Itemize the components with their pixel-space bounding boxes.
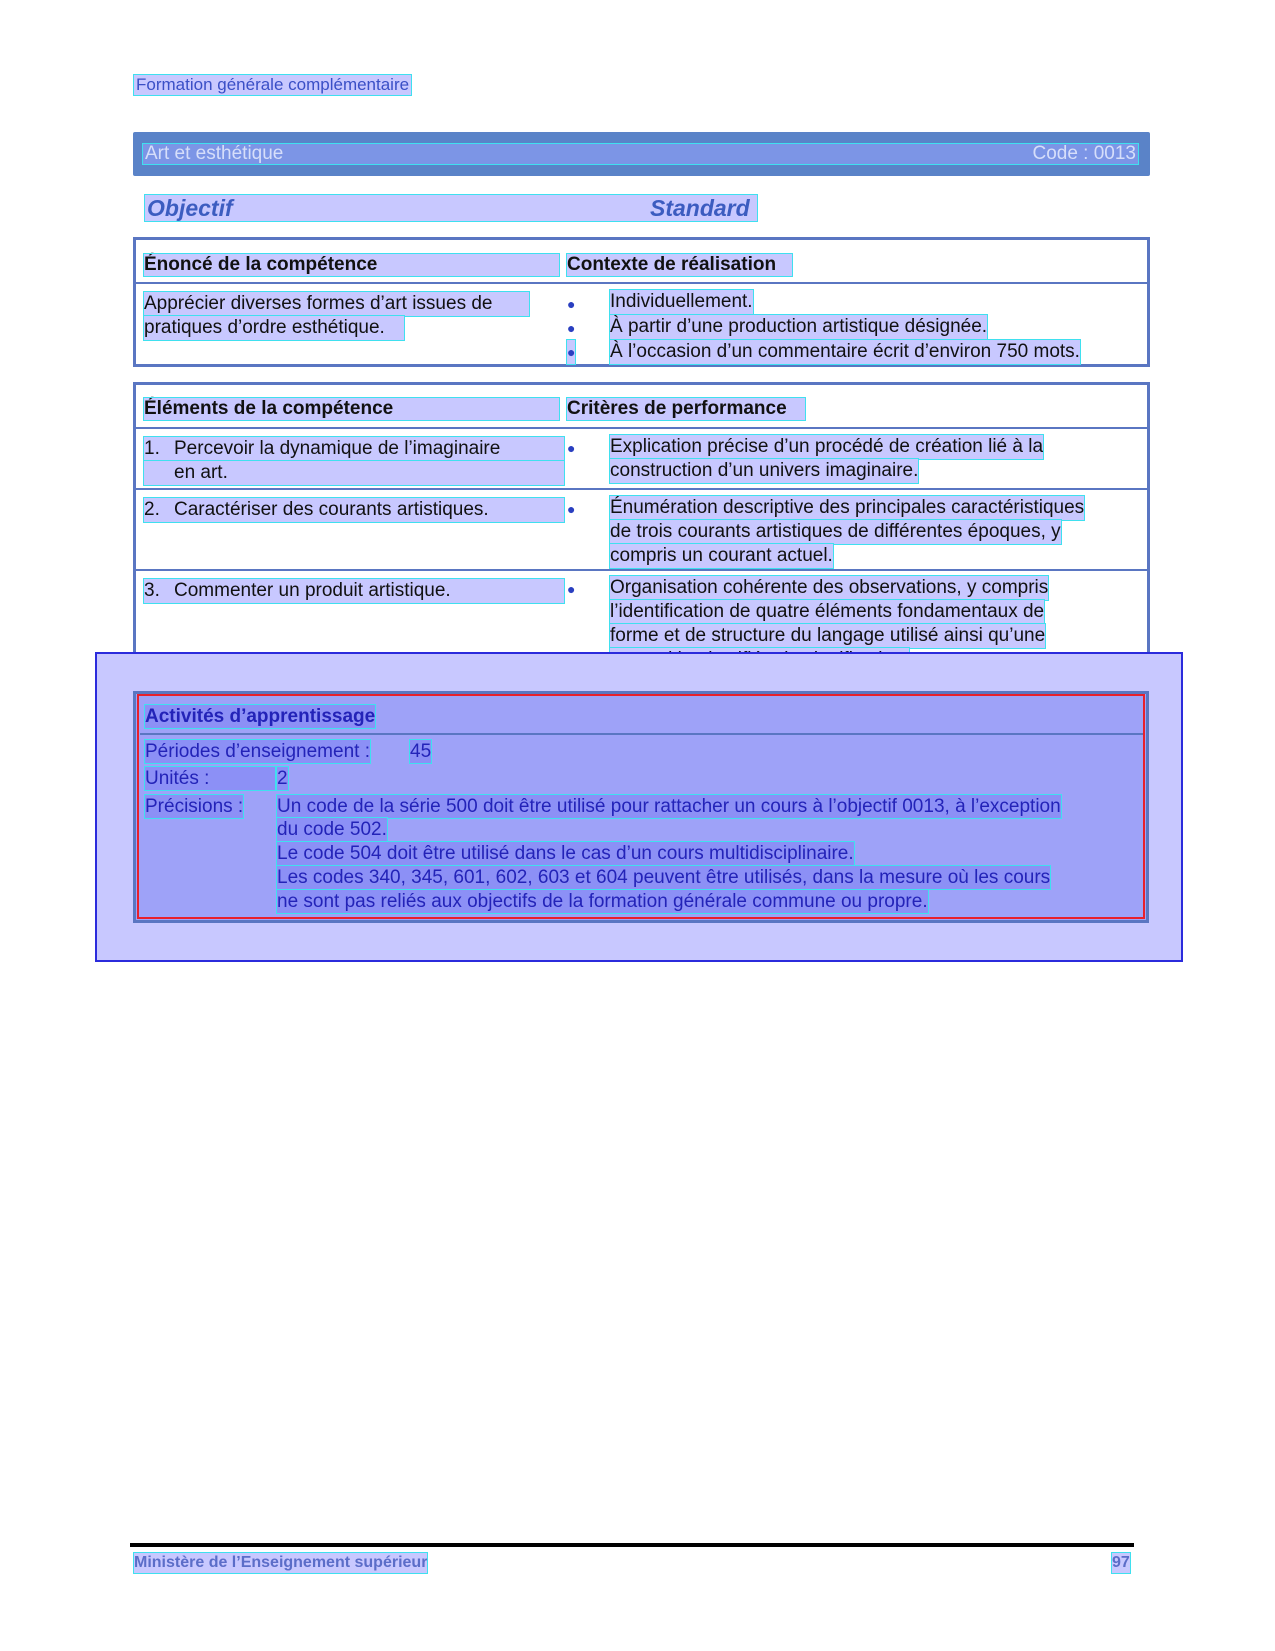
elements-header: Éléments de la compétence [144,398,559,420]
column-headings [145,195,757,221]
table-divider [136,488,1147,490]
page-number: 97 [1112,1554,1130,1571]
criteria-header: Critères de performance [567,398,805,420]
precisions-label: Précisions : [145,796,244,817]
units-value: 2 [277,768,288,789]
context-item: À partir d’une production artistique désignée. [610,316,988,337]
bullet-icon: ● [567,581,576,597]
precisions-line: Un code de la série 500 doit être utilisé pour rattacher un cours à l’objectif 0013, à l’exception [277,796,1061,817]
context-item: Individuellement. [610,291,753,312]
bullet-icon: ● [567,296,576,312]
element-number: 2. [144,499,160,520]
activities-title: Activités d’apprentissage [145,706,376,727]
element-row-3 [144,579,564,603]
criteria-line: Énumération descriptive des principales caractéristiques [610,497,1085,518]
precisions-line: Le code 504 doit être utilisé dans le cas d’un cours multidisciplinaire. [277,843,854,864]
activities-divider [140,733,1143,735]
periods-label: Périodes d’enseignement : [145,741,370,762]
periods-value: 45 [410,741,432,762]
element-text: Commenter un produit artistique. [174,580,451,601]
element-row-2 [144,498,564,522]
document-section-header: Formation générale complémentaire [136,75,410,94]
criteria-line: Explication précise d’un procédé de création lié à la [610,436,1044,457]
element-number: 3. [144,580,160,601]
footer-ministry: Ministère de l’Enseignement supérieur [134,1554,428,1571]
context-header: Contexte de réalisation [567,254,792,276]
bullet-icon: ● [567,501,576,517]
element-text: Caractériser des courants artistiques. [174,499,489,520]
units-label: Unités : [145,767,275,790]
competence-statement-line: pratiques d’ordre esthétique. [144,316,404,340]
table-divider [136,427,1147,429]
course-title: Art et esthétique [145,143,284,164]
competence-statement-header: Énoncé de la compétence [144,254,559,276]
table-divider [136,282,1147,284]
competence-statement-line: Apprécier diverses formes d’art issues de [144,292,529,316]
precisions-line: ne sont pas reliés aux objectifs de la formation générale commune ou propre. [277,891,928,912]
bullet-icon: ● [567,440,576,456]
competence-table [133,237,1150,367]
footer-rule [130,1543,1134,1547]
element-text: en art. [174,462,228,483]
criteria-line: compris un courant actuel. [610,545,833,566]
criteria-line: construction d’un univers imaginaire. [610,460,919,481]
element-row-1 [144,437,564,461]
criteria-line: Organisation cohérente des observations, y compris [610,577,1049,598]
objective-heading: Objectif [147,195,233,221]
standard-heading: Standard [650,195,750,221]
precisions-line: Les codes 340, 345, 601, 602, 603 et 604 peuvent être utilisés, dans la mesure où les cours [277,867,1051,888]
bullet-icon: ● [567,340,575,364]
criteria-line: forme et de structure du langage utilisé ainsi qu’une [610,625,1046,646]
element-row-1-cont [144,461,564,485]
element-number: 1. [144,438,160,459]
table-divider [136,569,1147,571]
bullet-icon: ● [567,320,576,336]
elements-table [133,382,1150,672]
criteria-line: de trois courants artistiques de différentes époques, y [610,521,1061,542]
criteria-line: l’identification de quatre éléments fondamentaux de [610,601,1045,622]
precisions-line: du code 502. [277,819,387,840]
element-text: Percevoir la dynamique de l’imaginaire [174,438,501,459]
course-title-bar [133,132,1150,176]
context-item: À l’occasion d’un commentaire écrit d’environ 750 mots. [610,341,1080,362]
course-code: Code : 0013 [1032,143,1136,164]
